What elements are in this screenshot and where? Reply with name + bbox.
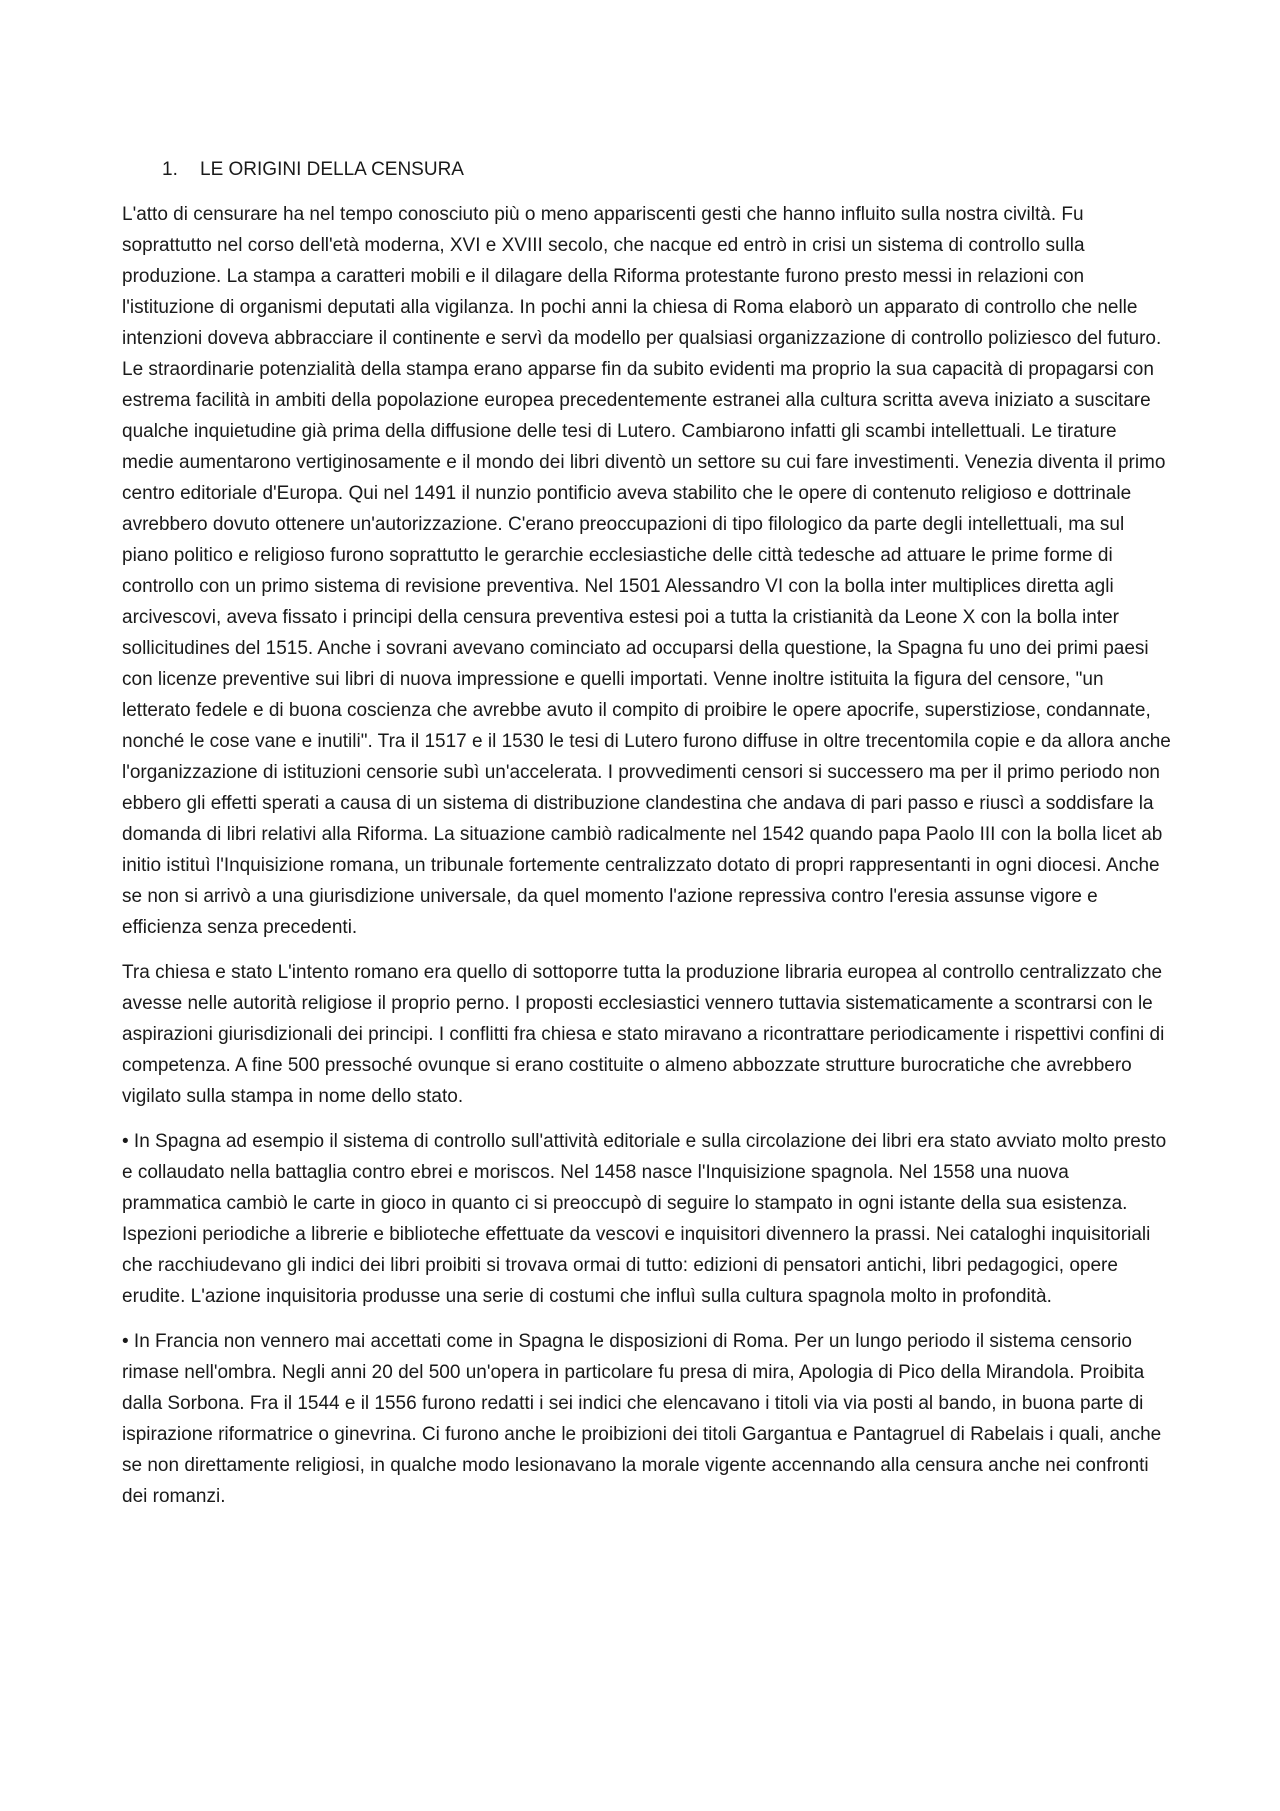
paragraph-church-and-state: Tra chiesa e stato L'intento romano era quello di sottoporre tutta la produzione libraria europea al controllo centralizzato che avesse nelle autorità religiose il proprio perno. I proposti ecclesiastici vennero tuttavia sistematicamente a scontrarsi con le aspirazioni giurisdizionali dei principi. I conflitti fra chiesa e stato miravano a ricontrattare periodicamente i rispettivi confini di competenza. A fine 500 pressoché ovunque si erano costituite o almeno abbozzate strutture burocratiche che avrebbero vigilato sulla stampa in nome dello stato.: [122, 962, 1165, 1107]
section-heading: [122, 154, 1172, 185]
heading-title: LE ORIGINI DELLA CENSURA: [200, 159, 464, 180]
paragraph-france: • In Francia non vennero mai accettati come in Spagna le disposizioni di Roma. Per un lungo periodo il sistema censorio rimase nell'ombra. Negli anni 20 del 500 un'opera in particolare fu presa di mira, Apologia di Pico della Mirandola. Proibita dalla Sorbona. Fra il 1544 e il 1556 furono redatti i sei indici che elencavano i titoli via via posti al bando, in buona parte di ispirazione riformatrice o ginevrina. Ci furono anche le proibizioni dei titoli Gargantua e Pantagruel di Rabelais i quali, anche se non direttamente religiosi, in qualche modo lesionavano la morale vigente accennando alla censura anche nei confronti dei romanzi.: [122, 1331, 1162, 1507]
document-body: [122, 154, 1172, 1526]
heading-number: 1.: [162, 159, 178, 180]
paragraph-origins: L'atto di censurare ha nel tempo conosciuto più o meno appariscenti gesti che hanno influito sulla nostra civiltà. Fu soprattutto nel corso dell'età moderna, XVI e XVIII secolo, che nacque ed entrò in crisi un sistema di controllo sulla produzione. La stampa a caratteri mobili e il dilagare della Riforma protestante furono presto messi in relazioni con l'istituzione di organismi deputati alla vigilanza. In pochi anni la chiesa di Roma elaborò un apparato di controllo che nelle intenzioni doveva abbracciare il continente e servì da modello per qualsiasi organizzazione di controllo poliziesco del futuro. Le straordinarie potenzialità della stampa erano apparse fin da subito evidenti ma proprio la sua capacità di propagarsi con estrema facilità in ambiti della popolazione europea precedentemente estranei alla cultura scritta aveva iniziato a suscitare qualche inquietudine già prima della diffusione delle tesi di Lutero. Cambiarono infatti gli scambi intellettuali. Le tirature medie aumentarono vertiginosamente e il mondo dei libri diventò un settore su cui fare investimenti. Venezia diventa il primo centro editoriale d'Europa. Qui nel 1491 il nunzio pontificio aveva stabilito che le opere di contenuto religioso e dottrinale avrebbero dovuto ottenere un'autorizzazione. C'erano preoccupazioni di tipo filologico da parte degli intellettuali, ma sul piano politico e religioso furono soprattutto le gerarchie ecclesiastiche delle città tedesche ad attuare le prime forme di controllo con un primo sistema di revisione preventiva. Nel 1501 Alessandro VI con la bolla inter multiplices diretta agli arcivescovi, aveva fissato i principi della censura preventiva estesi poi a tutta la cristianità da Leone X con la bolla inter sollicitudines del 1515. Anche i sovrani avevano cominciato ad occuparsi della questione, la Spagna fu uno dei primi paesi con licenze preventive sui libri di nuova impressione e quelli importati. Venne inoltre istituita la figura del censore, "un letterato fedele e di buona coscienza che avrebbe avuto il compito di proibire le opere apocrife, superstiziose, condannate, nonché le cose vane e inutili". Tra il 1517 e il 1530 le tesi di Lutero furono diffuse in oltre trecentomila copie e da allora anche l'organizzazione di istituzioni censorie subì un'accelerata. I provvedimenti censori si successero ma per il primo periodo non ebbero gli effetti sperati a causa di un sistema di distribuzione clandestina che andava di pari passo e riuscì a soddisfare la domanda di libri relativi alla Riforma. La situazione cambiò radicalmente nel 1542 quando papa Paolo III con la bolla licet ab initio istituì l'Inquisizione romana, un tribunale fortemente centralizzato dotato di propri rappresentanti in ogni diocesi. Anche se non si arrivò a una giurisdizione universale, da quel momento l'azione repressiva contro l'eresia assunse vigore e efficienza senza precedenti.: [122, 204, 1171, 938]
paragraph-spain: • In Spagna ad esempio il sistema di controllo sull'attività editoriale e sulla circolazione dei libri era stato avviato molto presto e collaudato nella battaglia contro ebrei e moriscos. Nel 1458 nasce l'Inquisizione spagnola. Nel 1558 una nuova prammatica cambiò le carte in gioco in quanto ci si preoccupò di seguire lo stampato in ogni istante della sua esistenza. Ispezioni periodiche a librerie e biblioteche effettuate da vescovi e inquisitori divennero la prassi. Nei cataloghi inquisitoriali che racchiudevano gli indici dei libri proibiti si trovava ormai di tutto: edizioni di pensatori antichi, libri pedagogici, opere erudite. L'azione inquisitoria produsse una serie di costumi che influì sulla cultura spagnola molto in profondità.: [122, 1131, 1167, 1307]
